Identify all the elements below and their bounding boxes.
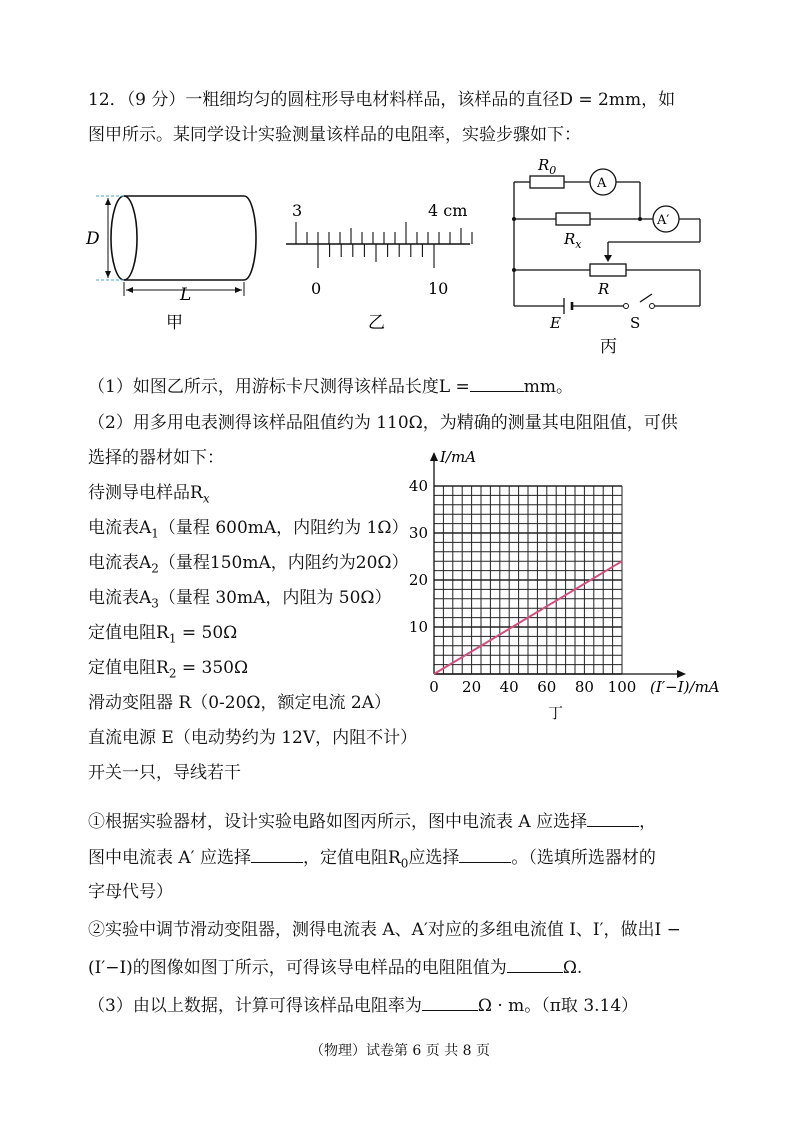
part-3-text-b: Ω · m。（π取 3.14） (477, 996, 639, 1016)
label-R: R (598, 280, 610, 298)
q1-text-b: ， (639, 812, 657, 832)
label-R0: R (538, 156, 550, 174)
part-1-unit: mm。 (523, 377, 574, 397)
answer-blank-resistance[interactable] (507, 954, 563, 973)
x-tick-label: 20 (462, 678, 482, 696)
part-2-line-1: （2）用多用电表测得该样品阻值约为 110Ω，为精确的测量其电阻阻值，可供 (88, 413, 678, 433)
q2-text-b: (I′−I)的图像如图丁所示，可得该导电样品的电阻阻值为 (88, 958, 507, 978)
label-L: L (180, 285, 192, 305)
equip-1-text: 待测导电样品R (88, 483, 203, 503)
label-S: S (630, 314, 641, 332)
y-tick-label: 10 (408, 618, 428, 636)
svg-text:R0 (537, 156, 556, 177)
equip-5-text: 定值电阻R (88, 623, 169, 643)
q1-text-f: 。（选填所选器材的 (511, 848, 656, 868)
equip-2-sub: 1 (151, 526, 159, 541)
label-D: D (86, 229, 100, 249)
svg-text:Rx (563, 230, 582, 251)
part-2-line-2: 选择的器材如下： (88, 448, 224, 468)
caption-bing: 丙 (600, 337, 617, 357)
q1-sub: 0 (400, 856, 409, 871)
y-tick-label: 40 (408, 477, 428, 495)
equip-9: 开关一只，导线若干 (88, 763, 241, 783)
equip-4-sub: 3 (151, 596, 159, 611)
equip-3-text: 电流表A (88, 553, 152, 573)
equip-3 (88, 551, 409, 580)
equip-1-sub: x (202, 491, 210, 506)
x-tick-label: 60 (537, 678, 557, 696)
equip-4-spec: （量程 30mA，内阻为 50Ω） (158, 588, 392, 608)
part-1 (88, 373, 573, 399)
equip-5-spec: = 50Ω (176, 623, 238, 643)
caption-yi: 乙 (368, 313, 385, 333)
answer-blank-A-prime[interactable] (251, 844, 303, 863)
equip-4 (88, 586, 392, 615)
y-axis-arrow (430, 452, 438, 461)
figure-yi-vernier (280, 196, 480, 336)
answer-blank-A[interactable] (587, 808, 639, 827)
q1-line-3: 字母代号） (88, 882, 173, 902)
part-3-text-a: （3）由以上数据，计算可得该样品电阻率为 (88, 996, 422, 1016)
equip-3-sub: 2 (151, 561, 159, 576)
q2-line-1: ②实验中调节滑动变阻器，测得电流表 A、A′对应的多组电流值 I、I′，做出I − (88, 920, 681, 940)
label-E: E (550, 314, 561, 332)
vernier-right: 10 (428, 279, 449, 298)
x-tick-label: 100 (607, 678, 637, 696)
figure-jia-cylinder (84, 188, 264, 338)
part-3 (88, 992, 638, 1018)
label-Rx: R (564, 230, 576, 248)
chart-xlabel: (I′−I)/mA (650, 678, 720, 696)
main-scale-right: 4 cm (428, 201, 468, 220)
equip-6 (88, 656, 248, 685)
label-R0-sub: 0 (549, 164, 557, 177)
chart-ylabel: I/mA (440, 448, 477, 466)
equip-3-spec: （量程150mA，内阻约为20Ω） (158, 553, 409, 573)
x-tick-label: 40 (499, 678, 519, 696)
vernier-left: 0 (311, 279, 322, 298)
ammeter-A: A (597, 176, 607, 191)
equip-5 (88, 621, 237, 650)
q1-line-2 (88, 844, 656, 875)
y-tick-label: 20 (408, 571, 428, 589)
question-line-1: 12．（9 分）一粗细均匀的圆柱形导电材料样品，该样品的直径D = 2mm，如 (88, 90, 676, 110)
q1-text-d: ，定值电阻R (302, 848, 401, 868)
equip-2 (88, 516, 409, 545)
equip-2-spec: （量程 600mA，内阻约为 1Ω） (158, 518, 409, 538)
q2-text-c: Ω. (562, 958, 583, 978)
q1-line-1 (88, 808, 656, 834)
main-scale (286, 222, 472, 268)
caption-ding: 丁 (548, 704, 564, 722)
x-tick-label: 0 (429, 678, 439, 696)
answer-blank-R0[interactable] (459, 844, 511, 863)
equip-5-sub: 1 (168, 631, 177, 646)
main-scale-left: 3 (292, 201, 303, 220)
equip-7: 滑动变阻器 R（0-20Ω，额定电流 2A） (88, 693, 391, 713)
answer-blank-L[interactable] (470, 373, 524, 392)
equip-6-text: 定值电阻R (88, 658, 169, 678)
equip-4-text: 电流表A (88, 588, 152, 608)
equip-6-spec: = 350Ω (176, 658, 249, 678)
y-tick-label: 30 (408, 524, 428, 542)
q1-text-a: ①根据实验器材，设计实验电路如图丙所示，图中电流表 A 应选择 (88, 812, 588, 832)
equip-6-sub: 2 (168, 666, 177, 681)
caption-jia: 甲 (166, 313, 183, 333)
figure-ding-chart (400, 446, 730, 726)
x-axis-arrow (677, 670, 686, 678)
page-footer: （物理）试卷第 6 页 共 8 页 (309, 1043, 491, 1059)
ammeter-A-prime: A′ (657, 213, 670, 228)
part-1-text: （1）如图乙所示，用游标卡尺测得该样品长度L = (88, 377, 470, 397)
equip-2-text: 电流表A (88, 518, 152, 538)
equip-1 (88, 481, 210, 510)
x-tick-label: 80 (574, 678, 594, 696)
q1-text-e: 应选择 (408, 848, 460, 868)
answer-blank-resistivity[interactable] (422, 992, 478, 1011)
equip-8: 直流电源 E（电动势约为 12V，内阻不计） (88, 728, 418, 748)
q2-line-2 (88, 954, 582, 980)
label-Rx-sub: x (575, 238, 582, 251)
question-line-2: 图甲所示。某同学设计实验测量该样品的电阻率，实验步骤如下： (88, 125, 581, 145)
figure-bing-circuit (500, 152, 720, 362)
q1-text-c: 图中电流表 A′ 应选择 (88, 848, 251, 868)
